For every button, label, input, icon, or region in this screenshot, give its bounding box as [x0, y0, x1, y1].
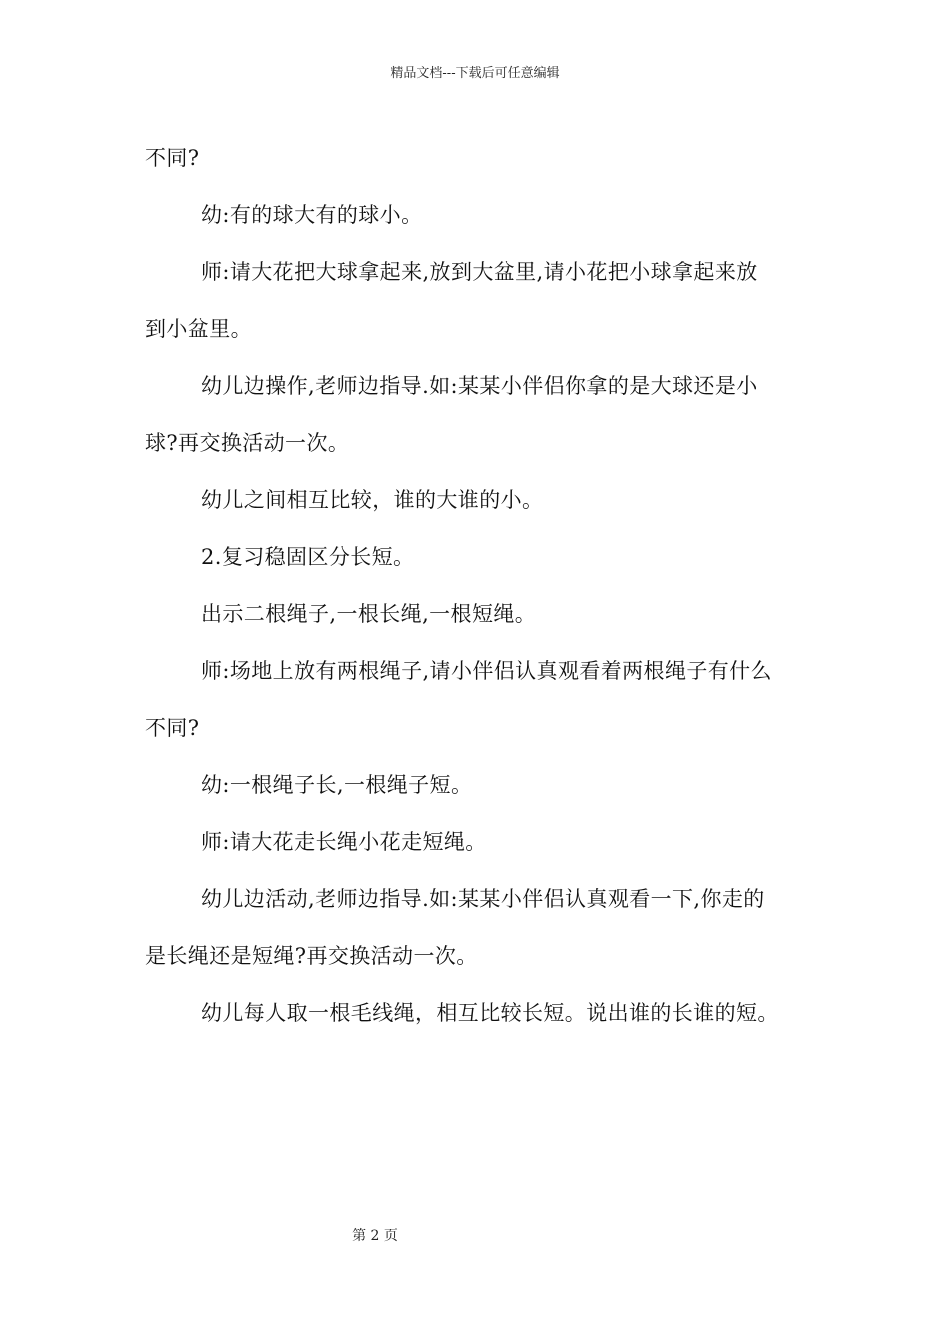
body-line-5: 幼儿边操作,老师边指导.如:某某小伴侣你拿的是大球还是小	[201, 374, 758, 398]
body-line-7: 幼儿之间相互比较，谁的大谁的小。	[201, 488, 544, 512]
body-line-9: 出示二根绳子,一根长绳,一根短绳。	[201, 602, 537, 626]
body-line-3: 师:请大花把大球拿起来,放到大盆里,请小花把小球拿起来放	[201, 260, 758, 284]
body-line-2: 幼:有的球大有的球小。	[201, 203, 423, 227]
body-line-15: 是长绳还是短绳?再交换活动一次。	[145, 944, 478, 968]
document-body	[145, 130, 810, 1042]
body-line-13: 师:请大花走长绳小花走短绳。	[201, 830, 487, 854]
body-line-16: 幼儿每人取一根毛线绳，相互比较长短。说出谁的长谁的短。	[201, 1001, 779, 1025]
body-line-12: 幼:一根绳子长,一根绳子短。	[201, 773, 473, 797]
page-number: 第 2 页	[352, 1228, 398, 1244]
body-line-4: 到小盆里。	[145, 317, 252, 341]
body-line-6: 球?再交换活动一次。	[145, 431, 350, 455]
body-line-8: 2.复习稳固区分长短。	[201, 545, 415, 569]
body-line-10: 师:场地上放有两根绳子,请小伴侣认真观看着两根绳子有什么	[201, 659, 772, 683]
body-line-11: 不同?	[145, 716, 200, 740]
body-line-14: 幼儿边活动,老师边指导.如:某某小伴侣认真观看一下,你走的	[201, 887, 765, 911]
body-line-1: 不同?	[145, 146, 200, 170]
page-header: 精品文档---下载后可任意编辑	[390, 66, 560, 81]
